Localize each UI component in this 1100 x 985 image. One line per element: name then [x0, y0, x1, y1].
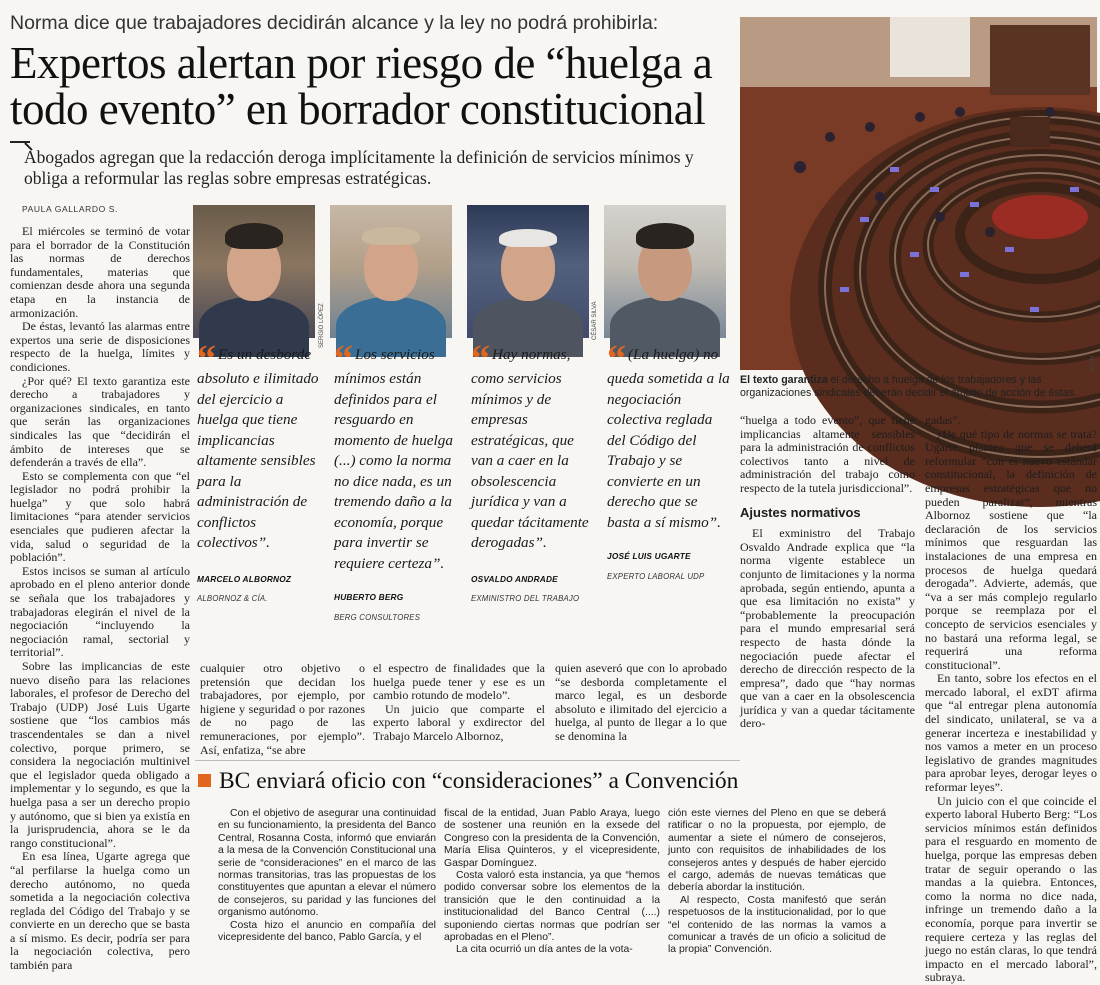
- quote-name: JOSÉ LUIS UGARTE: [607, 551, 691, 561]
- paragraph: Esto se complementa con que “el legislador no podrá prohibir la huelga” y que solo habrá limitaciones “para atender servicios esenciales que pudieren afectar la vida, salud o seguridad de la población”.: [10, 468, 190, 565]
- paragraph: Costa valoró esta instancia, ya que “hemos podido conversar sobre los elementos de la transición que le den continuidad a la institucionalidad del Banco Central (....) suponiendo ciertas normas que podrían ser aprobadas en el Pleno”.: [444, 870, 660, 944]
- photo-credit: SERGIO LÓPEZ: [319, 303, 325, 348]
- quote-name: MARCELO ALBORNOZ: [197, 573, 292, 584]
- column-4: [555, 662, 727, 744]
- paragraph: ¿Por qué? El texto garantiza este derecho a trabajadores y organizaciones sindicales, en tanto que serán las organizaciones sindicales las que “decidirán el ámbito de intereses que se defenderán a través de ella”.: [10, 373, 190, 470]
- portrait-marcelo-albornoz: [193, 205, 315, 338]
- paragraph: “huelga a todo evento”, que tiene implicancias altamente sensibles para la administración de conflictos colectivos tanto a nivel de administración del trabajo como respecto de la tutela jurisdiccional”.: [740, 413, 915, 495]
- paragraph: Costa hizo el anuncio en compañía del vicepresidente del banco, Pablo García, y el: [218, 919, 436, 944]
- quote-block: [334, 338, 460, 628]
- caption-lead: El texto garantiza: [740, 374, 828, 386]
- paragraph: ción este viernes del Pleno en que se deberá ratificar o no la propuesta, por ejemplo, de aumentar a siete el número de consejeros, junto con requisitos de inhabilidades de los consejeros antes y después de haber ejercido el cargo, además de nuevas temáticas que debería abordar la institución.: [668, 808, 886, 894]
- quote-block: [197, 338, 323, 610]
- sidebar-column-2: [444, 808, 660, 957]
- quote-block: [471, 338, 597, 610]
- quote-mark-icon: “: [607, 338, 622, 380]
- column-5: [740, 414, 915, 731]
- paragraph: El miércoles se terminó de votar para el borrador de la Constitución las normas de derechos fundamentales, materias que comienzan desde ahora una segunda etapa en la instancia de armonización.: [10, 224, 190, 320]
- quote-role: ALBORNOZ & CÍA.: [197, 594, 268, 603]
- quote-name: OSVALDO ANDRADE: [471, 573, 558, 584]
- sidebar-column-3: [668, 808, 886, 957]
- portrait-huberto-berg: [330, 205, 452, 338]
- column-3: [373, 662, 545, 744]
- paragraph: En tanto, sobre los efectos en el mercado laboral, el exDT afirma que “al entregar plena autonomía del sindicato, unilateral, se va a generar incerteza e inestabilidad y nos vamos a meter en un proceso legislativo de grandes magnitudes para aprobar leyes, derogar leyes o reformar leyes”.: [925, 671, 1097, 795]
- quote-role: EXPERTO LABORAL UDP: [607, 571, 705, 581]
- divider: [195, 760, 740, 761]
- paragraph: Estos incisos se suman al artículo aprobado en el pleno anterior donde se señala que los trabajadores y trabajadoras elegirán el nivel de la negociación “incluyendo la negociación ramal, sectorial y territorial”.: [10, 563, 190, 660]
- headline-line-1: Expertos alertan por riesgo de “huelga a: [10, 38, 713, 88]
- paragraph: fiscal de la entidad, Juan Pablo Araya, luego de sostener una reunión en la exsede del Congreso con la presidenta de la Convención, María Elisa Quinteros, y el vicepresidente, Gaspar Domínguez.: [444, 808, 660, 869]
- headline: [10, 40, 740, 132]
- paragraph: De éstas, levantó las alarmas entre expertos una serie de disposiciones respecto de la huelga, límites y condiciones.: [10, 319, 190, 374]
- quote-text: (La huelga) no queda sometida a la negociación colectiva reglada del Código del Trabajo y se convierte en un derecho que se basta a sí mismo”.: [607, 346, 730, 531]
- sidebar-column-1: [218, 808, 436, 944]
- paragraph: Un juicio que comparte el experto laboral y exdirector del Trabajo Marcelo Albornoz,: [373, 701, 545, 743]
- paragraph: Sobre las implicancias de este nuevo diseño para las relaciones laborales, el profesor de Derecho del Trabajo (UDP) José Luis Ugarte sostiene que “los cambios más trascendentales se dan a nivel colectivo, porque primero, se considera la negociación multinivel que el legislador queda obligado a implementar y lo segundo, es que la huelga pasa a ser un derecho propio y autónomo, que si bien ya existía en la jurisprudencia, ahora se le da rango constitucional”.: [10, 659, 190, 850]
- paragraph: Un juicio con el que coincide el experto laboral Huberto Berg: “Los servicios mínimos están definidos para el resguardo en momento de huelga, porque las empresas deben tratar de seguir operando o las mandas a la quiebra. Entonces, como la norma no dice nada, infringe un tremendo daño a la economía, porque para invertir se requiere certeza y las reglas del juego no están claras, lo que tendrá impacto en el mercado laboral”, subraya.: [925, 793, 1097, 985]
- column-2: [200, 662, 365, 757]
- photo-credit: ATON: [1090, 355, 1096, 372]
- quote-text: Es un desborde absoluto e ilimitado del ejercicio a huelga que tiene implicancias altamente sensibles para la administración de conflictos colectivos”.: [197, 346, 319, 551]
- quote-mark-icon: “: [197, 338, 212, 380]
- kicker: Norma dice que trabajadores decidirán alcance y la ley no podrá prohibirla:: [10, 12, 659, 34]
- square-bullet-icon: [198, 774, 211, 787]
- quote-role: BERG CONSULTORES: [334, 612, 421, 622]
- headline-line-2: todo evento” en borrador constitucional: [10, 84, 706, 134]
- quote-text: Los servicios mínimos están definidos para el resguardo en momento de huelga (...) como la norma no dice nada, es un tremendo daño a la economía, porque para invertir se requiere certeza”.: [334, 346, 453, 572]
- quote-block: [607, 338, 733, 587]
- paragraph: En esa línea, Ugarte agrega que “al perfilarse la huelga como un derecho autónomo, no queda sometida a la negociación colectiva reglada del Código del Trabajo y se convierte en un derecho que se basta a sí mismo. Es decir, podría ser para la negociación colectiva, pero también para: [10, 849, 190, 973]
- photo-caption: [740, 374, 1097, 399]
- paragraph: ¿De qué tipo de normas se trata? Ugarte plantea que se deberá reformular “con el nuevo estándar constitucional, la definición de empresas estratégicas que no pueden paralizar”, mientras Albornoz sostiene que “la declaración de los servicios mínimos que resguardan las instalaciones de una empresa en procesos de huelga quedará derogada”. Advierte, además, que “va a ser más complejo regularlo porque se reemplaza por el concepto de servicios esenciales y no bastará una reforma legal, se requerirá una reforma constitucional”.: [925, 426, 1097, 672]
- quote-name: HUBERTO BERG: [334, 592, 404, 602]
- subhead: Ajustes normativos: [740, 504, 861, 520]
- quote-mark-icon: “: [471, 338, 486, 380]
- quote-text: Hay normas, como servicios mínimos y de empresas estratégicas, que van a caer en la obsolescencia jurídica y van a quedar tácitamente derogadas”.: [471, 346, 589, 551]
- dek: Abogados agregan que la redacción deroga implícitamente la definición de servicios mínimos y obliga a reformular las reglas sobre empresas estratégicas.: [24, 147, 694, 188]
- paragraph: La cita ocurrió un día antes de la vota-: [456, 944, 633, 956]
- portrait-jose-luis-ugarte: [604, 205, 726, 338]
- paragraph: Al respecto, Costa manifestó que serán respetuosos de la institucionalidad, por lo que “el contenido de las normas la vamos a comunicar a través de un oficio a solicitud de la propia” Convención.: [668, 894, 886, 956]
- portrait-osvaldo-andrade: [467, 205, 589, 338]
- arrow-icon: [10, 135, 30, 143]
- paragraph: El exministro del Trabajo Osvaldo Andrade explica que “la norma vigente establece un conjunto de limitaciones y la norma aprobada, según entiendo, apunta a que esa limitación no exista” y “probablemente la preocupación para el mundo empresarial será respecto de hasta dónde la negociación puede afectar el derecho de dirección respecto de la empresa”, dado que “hay normas que van a caer en la obsolescencia jurídica y van a quedar tácitamente dero-: [740, 526, 915, 731]
- chamber-illustration: [740, 17, 1097, 370]
- caption-text: el derecho a huelga de los trabajadores y las organizaciones sindicales deberán decidir el ámbito de acción de éstas.: [740, 374, 1077, 399]
- photo-credit: CÉSAR SILVA: [592, 301, 598, 340]
- column-6: [925, 414, 1097, 985]
- byline: PAULA GALLARDO S.: [22, 204, 119, 214]
- paragraph: el espectro de finalidades que la huelga puede tener y ese es un cambio rotundo de modelo”.: [373, 661, 545, 703]
- paragraph: cualquier otro objetivo o pretensión que decidan los trabajadores, por ejemplo, por higiene y seguridad o por razones de no pago de las remuneraciones, por ejemplo”. Así, enfatiza, “se abre: [200, 661, 365, 757]
- column-1: [10, 225, 190, 973]
- sidebar-headline: BC enviará oficio con “consideraciones” a Convención: [198, 768, 758, 795]
- paragraph: quien aseveró que con lo aprobado “se desborda completamente el marco legal, es un desborde absoluto e ilimitado del ejercicio a huelga, al punto de llegar a lo que se denomina la: [555, 661, 727, 743]
- paragraph: Con el objetivo de asegurar una continuidad en su funcionamiento, la presidenta del Banco Central, Rosanna Costa, informó que enviarán a la mesa de la Convención Constitucional una serie de “consideraciones” en el marco de las normas transitorias, tras las propuestas de los constituyentes que apuntan a elevar el número de consejeros, su paridad y las funciones del organismo autónomo.: [218, 808, 436, 919]
- chamber-photo: [740, 17, 1097, 370]
- quote-role: EXMINISTRO DEL TRABAJO: [471, 594, 580, 603]
- quote-mark-icon: “: [334, 338, 349, 380]
- paragraph: gadas”.: [925, 413, 961, 427]
